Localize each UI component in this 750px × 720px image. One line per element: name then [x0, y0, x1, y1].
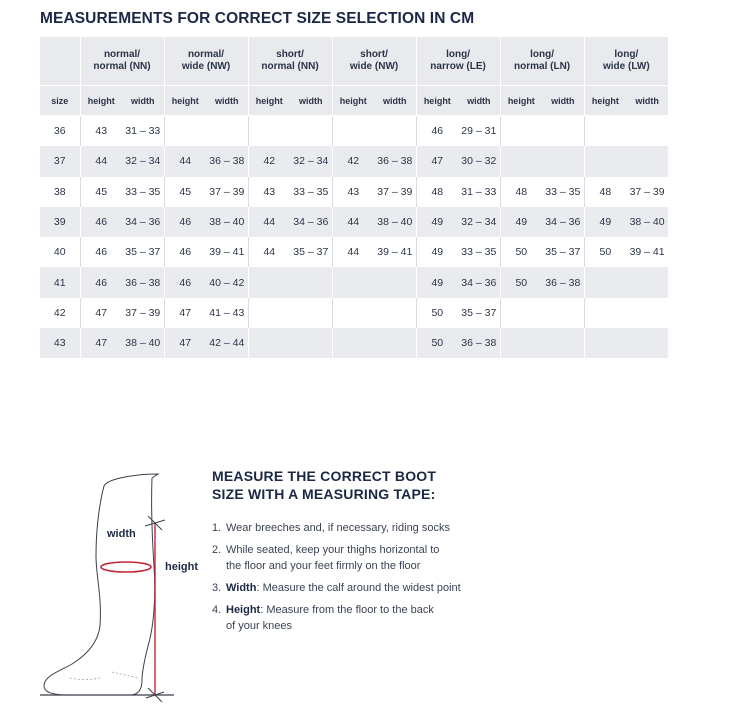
height-cell	[248, 298, 290, 328]
width-cell: 37 – 39	[125, 306, 161, 319]
width-cell: 31 – 33	[461, 185, 497, 198]
width-cell: 34 – 36	[458, 267, 500, 297]
height-cell: 48	[584, 177, 626, 207]
group-header-short-nw: short/ wide (NW)	[332, 37, 416, 86]
height-column-header: height	[500, 86, 542, 116]
width-cell: 42 – 44	[206, 328, 248, 358]
instructions-list	[212, 520, 512, 640]
width-cell: 36 – 38	[458, 328, 500, 358]
height-cell: 43	[80, 116, 122, 147]
width-cell	[290, 328, 332, 358]
width-cell: 32 – 34	[458, 207, 500, 237]
size-column-header: size	[40, 86, 80, 116]
height-cell: 47	[80, 298, 122, 328]
width-cell: 33 – 35	[125, 185, 161, 198]
boot-outline-icon	[38, 466, 218, 706]
height-cell: 49	[416, 267, 458, 297]
table-row	[40, 207, 668, 237]
height-cell	[584, 328, 626, 358]
height-cell: 45	[80, 177, 122, 207]
width-cell	[374, 116, 416, 147]
width-cell	[290, 298, 332, 328]
height-cell: 44	[332, 207, 374, 237]
width-cell	[626, 146, 668, 176]
height-cell: 47	[164, 328, 206, 358]
height-cell	[584, 146, 626, 176]
width-column-header: width	[374, 86, 416, 116]
width-cell: 30 – 32	[458, 146, 500, 176]
group-header-lw: long/ wide (LW)	[584, 37, 668, 86]
height-cell	[332, 116, 374, 147]
height-cell	[332, 298, 374, 328]
height-cell: 42	[332, 146, 374, 176]
height-cell: 46	[80, 267, 122, 297]
width-cell: 35 – 37	[461, 306, 497, 319]
height-cell: 46	[164, 207, 206, 237]
column-header-row	[40, 86, 668, 116]
height-cell: 49	[416, 237, 458, 267]
size-cell: 38	[53, 185, 66, 198]
width-cell	[626, 298, 668, 328]
table-row	[40, 267, 668, 297]
group-header-le: long/ narrow (LE)	[416, 37, 500, 86]
height-cell: 44	[248, 237, 290, 267]
page-title: MEASUREMENTS FOR CORRECT SIZE SELECTION IN CM	[40, 10, 475, 27]
height-cell: 50	[416, 328, 458, 358]
height-cell: 48	[416, 177, 458, 207]
width-cell: 38 – 40	[206, 207, 248, 237]
height-cell: 46	[80, 237, 122, 267]
height-column-header: height	[584, 86, 626, 116]
width-cell: 33 – 35	[293, 185, 329, 198]
height-cell: 42	[248, 146, 290, 176]
height-cell: 47	[416, 146, 458, 176]
instructions-heading-line: MEASURE THE CORRECT BOOT	[212, 468, 437, 484]
height-cell	[500, 298, 542, 328]
height-cell	[248, 328, 290, 358]
width-cell: 38 – 40	[626, 207, 668, 237]
group-header-nw: normal/ wide (NW)	[164, 37, 248, 86]
size-cell: 42	[53, 306, 66, 319]
width-measure-ellipse	[101, 562, 151, 572]
width-cell	[374, 298, 416, 328]
width-column-header: width	[206, 86, 248, 116]
height-cell	[332, 328, 374, 358]
height-column-header: height	[164, 86, 206, 116]
instruction-step: 2. While seated, keep your thighs horizontal to the floor and your feet firmly on the floor	[212, 544, 440, 572]
width-cell: 39 – 41	[629, 246, 665, 259]
height-cell: 49	[416, 207, 458, 237]
size-cell: 41	[40, 267, 80, 297]
height-cell: 50	[584, 237, 626, 267]
size-cell: 43	[40, 328, 80, 358]
width-cell: 35 – 37	[545, 246, 581, 259]
width-cell	[206, 116, 248, 147]
group-header-nn: normal/ normal (NN)	[80, 37, 164, 86]
size-cell: 37	[40, 146, 80, 176]
width-cell: 35 – 37	[125, 246, 161, 259]
height-column-header: height	[80, 86, 122, 116]
height-cell: 46	[80, 207, 122, 237]
width-cell: 35 – 37	[293, 246, 329, 259]
table-row	[40, 146, 668, 176]
width-column-header: width	[542, 86, 584, 116]
instruction-step: 4. Height: Measure from the floor to the back of your knees	[212, 604, 434, 632]
width-cell: 32 – 34	[122, 146, 164, 176]
height-cell	[584, 267, 626, 297]
height-cell	[500, 328, 542, 358]
width-cell: 37 – 39	[209, 185, 245, 198]
group-header-ln: long/ normal (LN)	[500, 37, 584, 86]
height-cell: 48	[500, 177, 542, 207]
width-cell	[374, 328, 416, 358]
width-cell	[290, 267, 332, 297]
table-row	[40, 237, 668, 267]
width-cell	[626, 267, 668, 297]
height-cell: 44	[164, 146, 206, 176]
width-cell	[290, 116, 332, 147]
size-header-spacer	[40, 37, 80, 86]
table-row	[40, 328, 668, 358]
height-cell: 49	[500, 207, 542, 237]
height-cell: 46	[164, 267, 206, 297]
width-cell: 36 – 38	[542, 267, 584, 297]
height-cell: 50	[500, 237, 542, 267]
size-table	[40, 37, 668, 358]
width-cell	[542, 116, 584, 147]
size-cell: 39	[40, 207, 80, 237]
height-cell	[584, 298, 626, 328]
height-column-header: height	[416, 86, 458, 116]
height-cell: 43	[332, 177, 374, 207]
width-column-header: width	[122, 86, 164, 116]
height-cell: 44	[80, 146, 122, 176]
group-header-row	[40, 37, 668, 86]
height-cell	[500, 146, 542, 176]
width-cell: 41 – 43	[209, 306, 245, 319]
width-cell: 33 – 35	[545, 185, 581, 198]
height-cell: 50	[500, 267, 542, 297]
width-cell	[542, 146, 584, 176]
width-diagram-label: width	[107, 528, 136, 540]
height-cell	[248, 267, 290, 297]
size-cell: 40	[53, 246, 66, 259]
instructions-heading	[212, 467, 512, 503]
width-cell: 37 – 39	[629, 185, 665, 198]
width-column-header: width	[290, 86, 332, 116]
height-cell	[164, 116, 206, 147]
width-cell: 36 – 38	[206, 146, 248, 176]
height-cell: 49	[584, 207, 626, 237]
width-cell: 34 – 36	[290, 207, 332, 237]
width-cell: 39 – 41	[209, 246, 245, 259]
width-column-header: width	[458, 86, 500, 116]
width-cell: 34 – 36	[542, 207, 584, 237]
height-cell: 44	[332, 237, 374, 267]
width-cell: 36 – 38	[122, 267, 164, 297]
instructions-heading-line: SIZE WITH A MEASURING TAPE:	[212, 486, 436, 502]
height-cell: 46	[416, 116, 458, 147]
height-cell: 47	[164, 298, 206, 328]
table-row	[40, 298, 668, 328]
width-cell	[374, 267, 416, 297]
width-cell: 34 – 36	[122, 207, 164, 237]
width-cell: 31 – 33	[125, 125, 161, 138]
height-cell: 44	[248, 207, 290, 237]
instruction-step: 1. Wear breeches and, if necessary, riding socks	[212, 522, 450, 534]
height-cell: 50	[416, 298, 458, 328]
height-cell: 43	[248, 177, 290, 207]
table-row	[40, 116, 668, 147]
width-cell	[626, 116, 668, 147]
width-cell: 33 – 35	[461, 246, 497, 259]
width-cell: 39 – 41	[377, 246, 413, 259]
width-cell	[542, 328, 584, 358]
width-cell	[542, 298, 584, 328]
group-header-short-nn: short/ normal (NN)	[248, 37, 332, 86]
height-cell: 45	[164, 177, 206, 207]
instruction-step: 3. Width: Measure the calf around the widest point	[212, 582, 461, 594]
height-cell	[584, 116, 626, 147]
height-cell	[500, 116, 542, 147]
width-column-header: width	[626, 86, 668, 116]
height-cell	[332, 267, 374, 297]
height-column-header: height	[248, 86, 290, 116]
height-column-header: height	[332, 86, 374, 116]
height-cell: 46	[164, 237, 206, 267]
width-cell: 36 – 38	[374, 146, 416, 176]
height-cell	[248, 116, 290, 147]
width-cell	[626, 328, 668, 358]
width-cell: 32 – 34	[290, 146, 332, 176]
width-cell: 38 – 40	[122, 328, 164, 358]
width-cell: 38 – 40	[374, 207, 416, 237]
width-cell: 40 – 42	[206, 267, 248, 297]
size-cell: 36	[53, 125, 66, 138]
width-cell: 29 – 31	[461, 125, 497, 138]
height-cell: 47	[80, 328, 122, 358]
boot-measurement-diagram	[38, 466, 218, 706]
width-cell: 37 – 39	[377, 185, 413, 198]
table-row	[40, 177, 668, 207]
height-diagram-label: height	[165, 561, 198, 573]
